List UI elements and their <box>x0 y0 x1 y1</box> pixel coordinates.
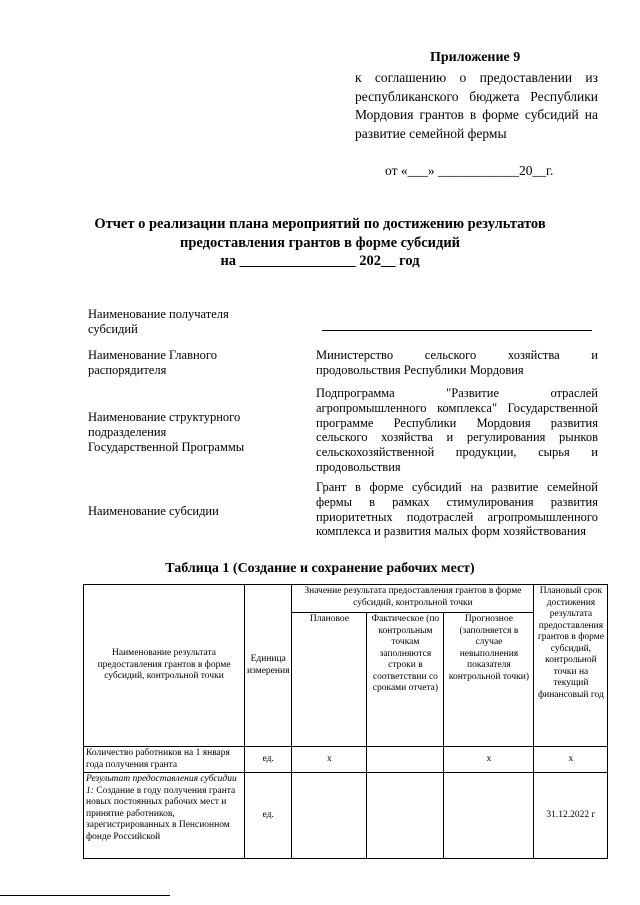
appendix-date-line: от «___» ____________20__г. <box>385 163 554 178</box>
appendix-text: к соглашению о предоставлении из республиканского бюджета Республики Мордовия грантов в форме субсидий на развитие семейной фермы <box>355 70 598 141</box>
manager-value: Министерство сельского хозяйства и продовольствия Республики Мордовия <box>316 348 598 377</box>
subsidy-label: Наименование субсидии <box>88 504 219 518</box>
subsidy-value: Грант в форме субсидий на развитие семейной фермы в рамках стимулирования развития приоритетных подотраслей агропромышленного комплекса и развития малых форм хозяйствования <box>316 480 598 539</box>
row-2-name <box>84 773 245 859</box>
report-title <box>60 215 580 271</box>
row-1-actual <box>367 747 444 773</box>
header-actual: Фактическое (по контрольным точкам заполняются строки в соответствии со сроками отчета) <box>367 613 444 747</box>
header-planned: Плановое <box>292 613 367 747</box>
structural-label: Наименование структурного подразделения Государственной Программы <box>88 410 245 454</box>
row-2-name-text: Создание в году получения гранта новых постоянных рабочих мест и принятие работников, зарегистрированных в Пенсионном фонде Российской <box>86 785 236 842</box>
header-deadline: Плановый срок достижения результата предоставления грантов в форме субсидий, контрольной точки на текущий финансовый год <box>534 585 608 747</box>
row-2-forecast <box>444 773 534 859</box>
row-1-deadline: x <box>534 747 608 773</box>
manager-label: Наименование Главного распорядителя <box>88 348 217 377</box>
row-2-actual <box>367 773 444 859</box>
recipient-label: Наименование получателя субсидий <box>88 307 229 336</box>
row-2-unit: ед. <box>245 773 292 859</box>
row-1-forecast: x <box>444 747 534 773</box>
row-1-planned: x <box>292 747 367 773</box>
header-value-group: Значение результата предоставления грантов в форме субсидий, контрольной точки <box>292 585 534 613</box>
header-forecast: Прогнозное (заполняется в случае невыполнения показателя контрольной точки) <box>444 613 534 747</box>
recipient-blank-line <box>322 330 592 331</box>
structural-value: Подпрограмма "Развитие отраслей агропромышленного комплекса" Государственной программе Республики Мордовия развития сельского хозяйства и регулирования рынков сельскохозяйственной продукции, сырья и продовольствия <box>316 386 598 474</box>
row-2-name-italic: Результат предоставления субсидии 1: <box>86 774 237 796</box>
report-title-line-1: Отчет о реализации плана мероприятий по достижению результатов <box>94 216 546 232</box>
appendix-title: Приложение 9 <box>430 50 521 65</box>
header-result-name: Наименование результата предоставления грантов в форме субсидий, контрольной точки <box>84 585 245 747</box>
results-table <box>83 584 608 859</box>
report-title-line-2: предоставления грантов в форме субсидий <box>179 234 461 251</box>
row-1-name: Количество работников на 1 января года получения гранта <box>84 747 245 773</box>
footnote-divider <box>0 895 170 896</box>
row-2-deadline: 31.12.2022 г <box>534 773 608 859</box>
report-title-line-3: на ________________ 202__ год <box>220 253 420 269</box>
table-title: Таблица 1 (Создание и сохранение рабочих мест) <box>165 561 475 576</box>
table-row <box>84 773 608 859</box>
table-row <box>84 747 608 773</box>
row-2-planned <box>292 773 367 859</box>
header-unit: Единица измерения <box>245 585 292 747</box>
row-1-unit: ед. <box>245 747 292 773</box>
